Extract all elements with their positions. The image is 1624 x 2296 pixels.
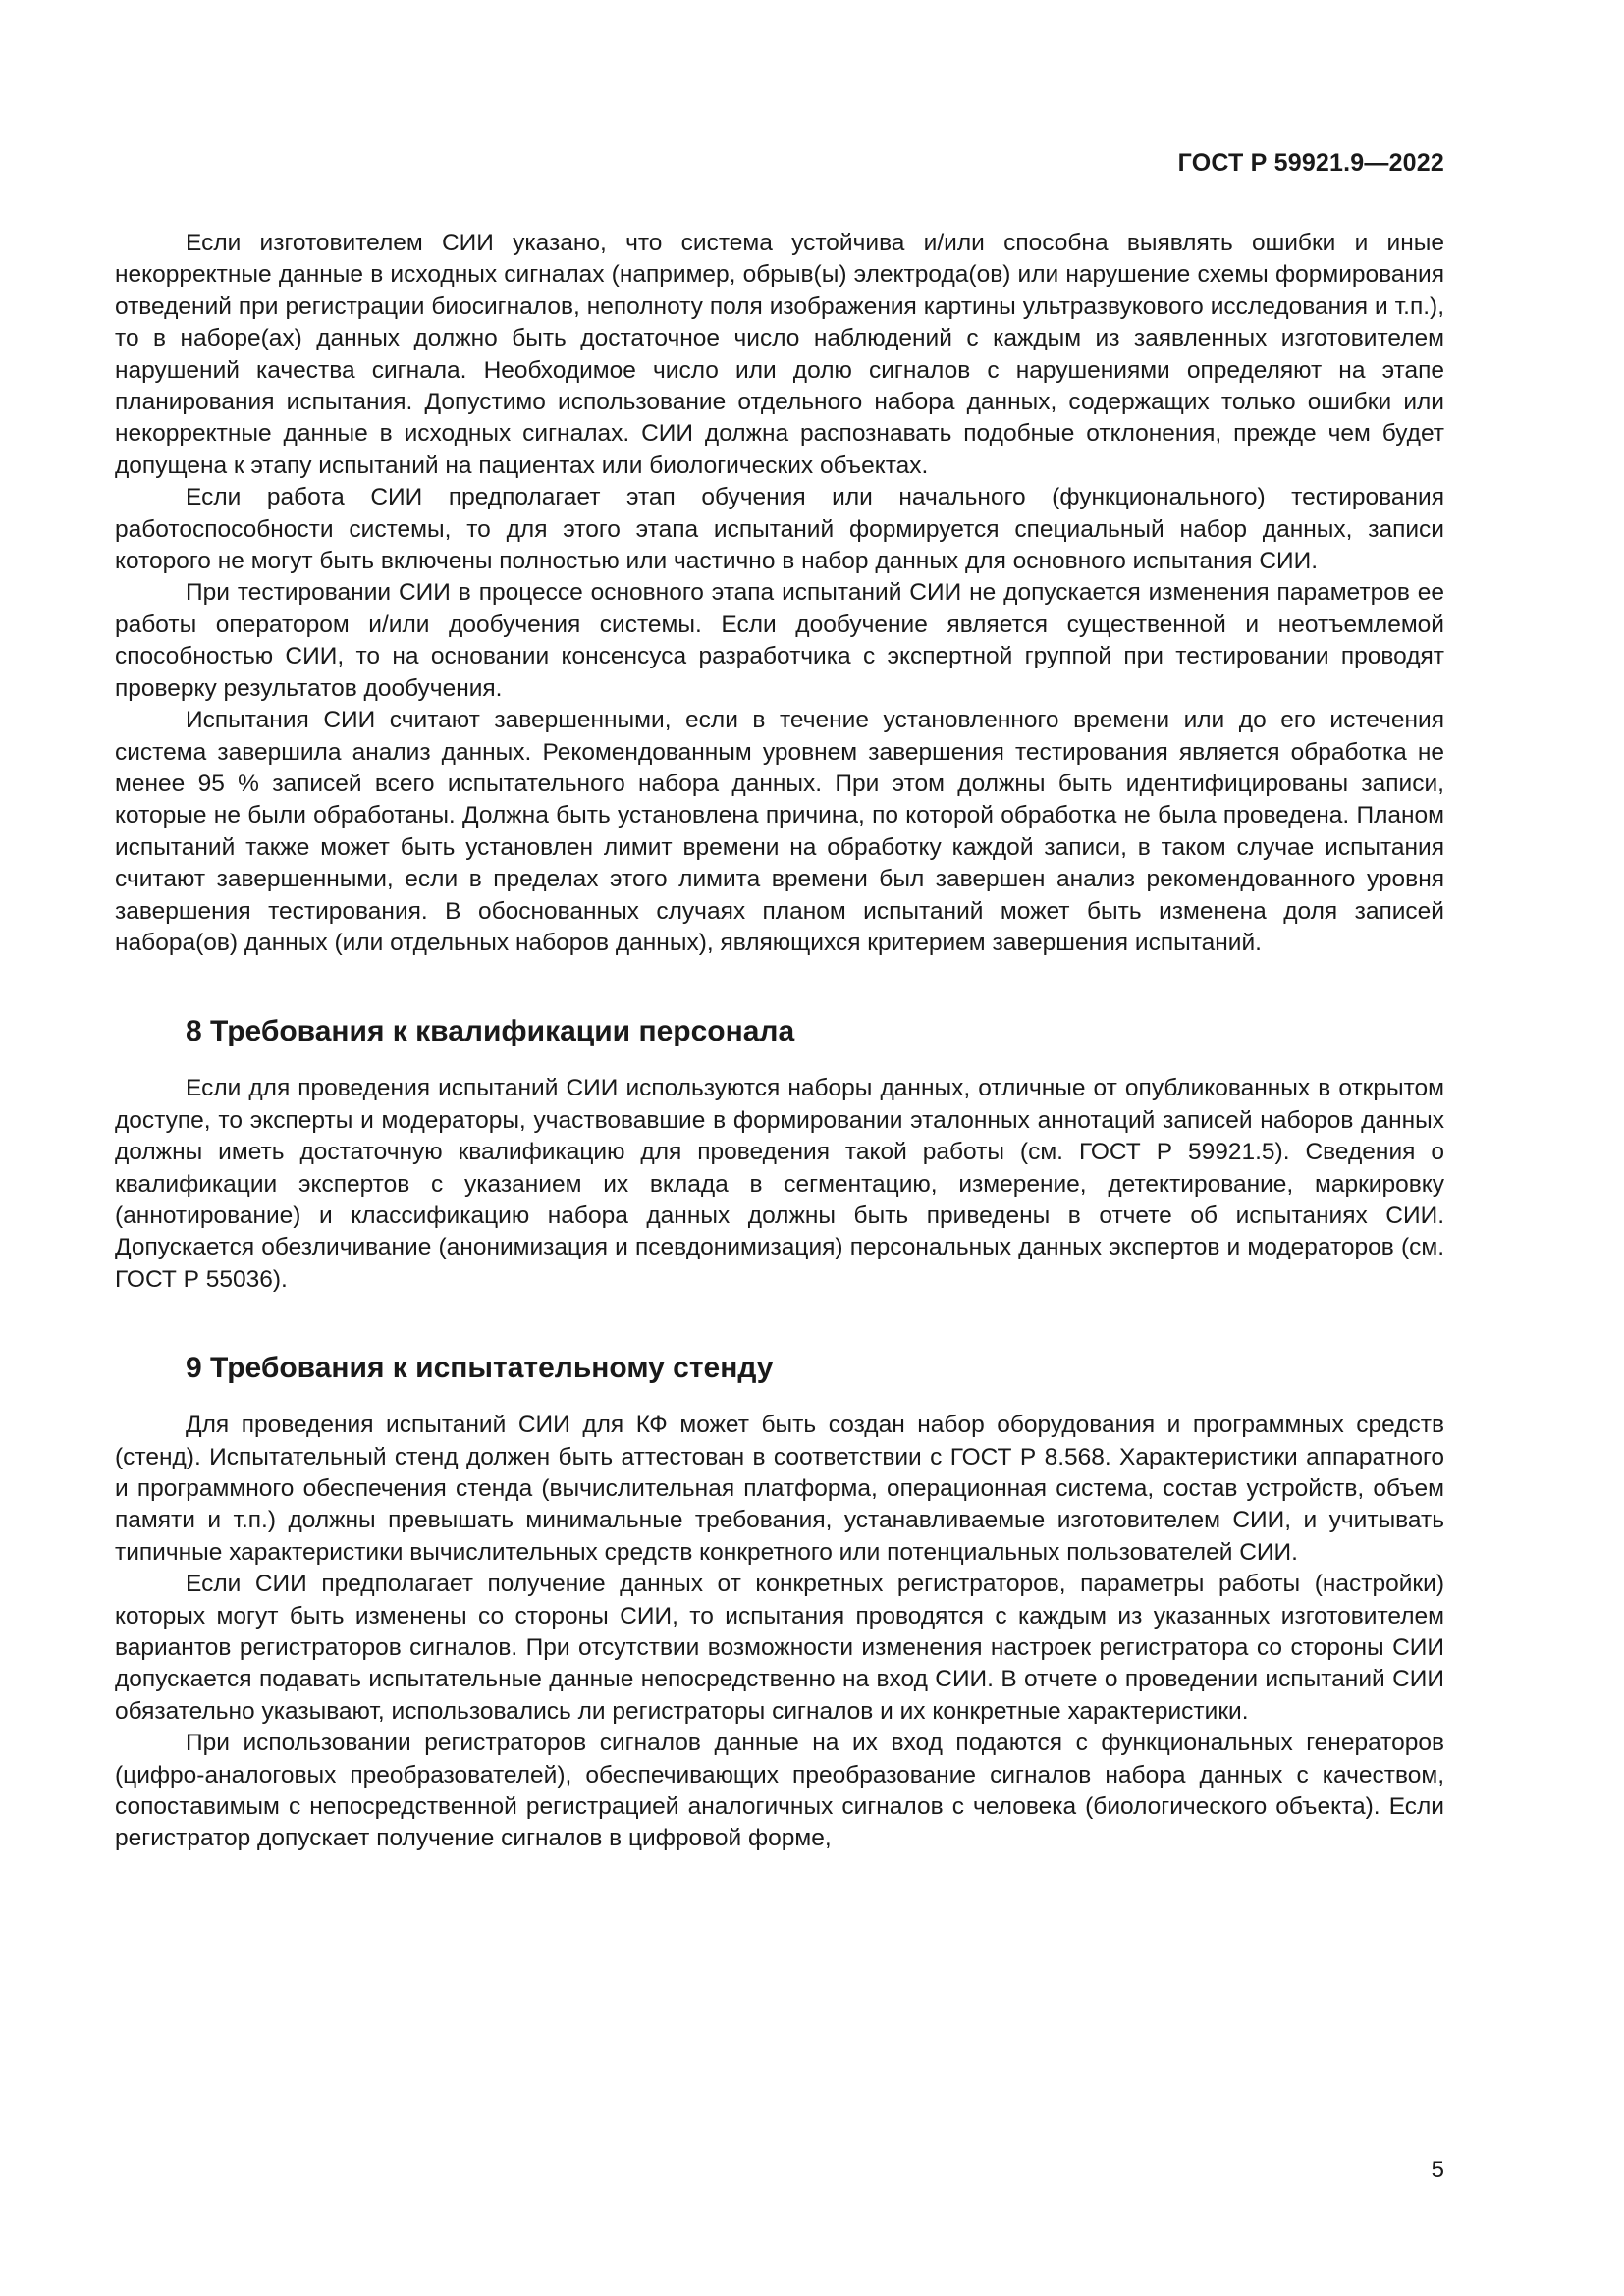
- paragraph-recorders: Если СИИ предполагает получение данных от конкретных регистраторов, параметры работы (настройки) которых могут быть изменены со стороны СИИ, то испытания проводятся с каждым из указанных изготовителем вариантов регистраторов сигналов. При отсутствии возможности изменения настроек регистратора со стороны СИИ допускается подавать испытательные данные непосредственно на вход СИИ. В отчете о проведении испытаний СИИ обязательно указывают, использовались ли регистраторы сигналов и их конкретные характеристики.: [115, 1571, 1444, 1725]
- page-content: [115, 228, 1444, 1855]
- paragraph-no-retraining: При тестировании СИИ в процессе основного этапа испытаний СИИ не допускается изменения параметров ее работы оператором и/или дообучения системы. Если дообучение является существенной и неотъемлемой способностью СИИ, то на основании консенсуса разработчика с экспертной группой при тестировании проводят проверку результатов дообучения.: [115, 579, 1444, 702]
- section-heading-8: 8 Требования к квалификации персонала: [186, 1015, 795, 1048]
- paragraph-training-stage: Если работа СИИ предполагает этап обучения или начального (функционального) тестирования работоспособности системы, то для этого этапа испытаний формируется специальный набор данных, записи которого не могут быть включены полностью или частично в набор данных для основного испытания СИИ.: [115, 484, 1444, 575]
- section-heading-9: 9 Требования к испытательному стенду: [186, 1352, 774, 1385]
- paragraph-test-stand: Для проведения испытаний СИИ для КФ может быть создан набор оборудования и программных средств (стенд). Испытательный стенд должен быть аттестован в соответствии с ГОСТ Р 8.568. Характеристики аппаратного и программного обеспечения стенда (вычислительная платформа, операционная система, состав устройств, объем памяти и т.п.) должны превышать минимальные требования, устанавливаемые изготовителем СИИ, и учитывать типичные характеристики вычислительных средств конкретного или потенциальных пользователей СИИ.: [115, 1412, 1444, 1566]
- paragraph-completion-criteria: Испытания СИИ считают завершенными, если в течение установленного времени или до его истечения система завершила анализ данных. Рекомендованным уровнем завершения тестирования является обработка не менее 95 % записей всего испытательного набора данных. При этом должны быть идентифицированы записи, которые не были обработаны. Должна быть установлена причина, по которой обработка не была проведена. Планом испытаний также может быть установлен лимит времени на обработку каждой записи, в таком случае испытания считают завершенными, если в пределах этого лимита времени был завершен анализ рекомендованного уровня завершения тестирования. В обоснованных случаях планом испытаний может быть изменена доля записей набора(ов) данных (или отдельных наборов данных), являющихся критерием завершения испытаний.: [115, 707, 1444, 956]
- page-number: 5: [1431, 2157, 1444, 2183]
- document-code: ГОСТ Р 59921.9—2022: [1177, 149, 1444, 177]
- paragraph-signal-generators: При использовании регистраторов сигналов данные на их вход подаются с функциональных генераторов (цифро-аналоговых преобразователей), обеспечивающих преобразование сигналов набора данных с качеством, сопоставимым с непосредственной регистрацией аналогичных сигналов с человека (биологического объекта). Если регистратор допускает получение сигналов в цифровой форме,: [115, 1730, 1444, 1852]
- paragraph-error-detection: Если изготовителем СИИ указано, что система устойчива и/или способна выявлять ошибки и иные некорректные данные в исходных сигналах (например, обрыв(ы) электрода(ов) или нарушение схемы формирования отведений при регистрации биосигналов, неполноту поля изображения картины ультразвукового исследования и т.п.), то в наборе(ах) данных должно быть достаточное число наблюдений с каждым из заявленных изготовителем нарушений качества сигнала. Необходимое число или долю сигналов с нарушениями определяют на этапе планирования испытания. Допустимо использование отдельного набора данных, содержащих только ошибки или некорректные данные в исходных сигналах. СИИ должна распознавать подобные отклонения, прежде чем будет допущена к этапу испытаний на пациентах или биологических объектах.: [115, 230, 1444, 479]
- paragraph-staff-qualification: Если для проведения испытаний СИИ используются наборы данных, отличные от опубликованных в открытом доступе, то эксперты и модераторы, участвовавшие в формировании эталонных аннотаций записей наборов данных должны иметь достаточную квалификацию для проведения такой работы (см. ГОСТ Р 59921.5). Сведения о квалификации экспертов с указанием их вклада в сегментацию, измерение, детектирование, маркировку (аннотирование) и классификацию набора данных должны быть приведены в отчете об испытаниях СИИ. Допускается обезличивание (анонимизация и псевдонимизация) персональных данных экспертов и модераторов (см. ГОСТ Р 55036).: [115, 1075, 1444, 1293]
